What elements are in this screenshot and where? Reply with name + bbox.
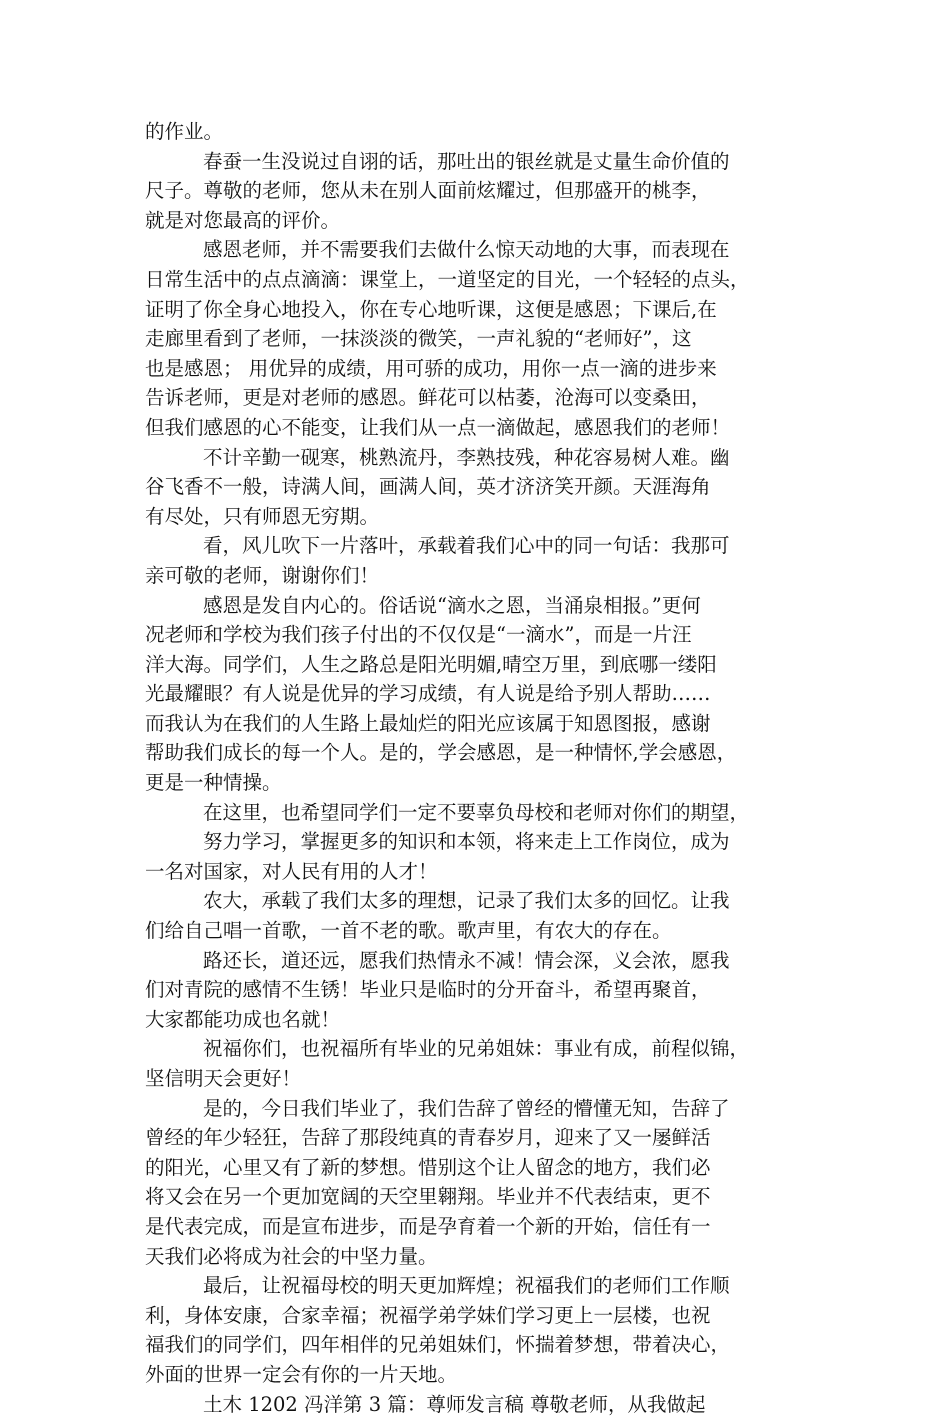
text-line: 不计辛勤一砚寒，桃熟流丹，李熟技残，种花容易树人难。幽 [203,445,730,469]
text-line: 有尽处，只有师恩无穷期。 [145,504,380,528]
text-line: 福我们的同学们，四年相伴的兄弟姐妹们，怀揣着梦想，带着决心， [145,1333,731,1357]
text-line: 祝福你们，也祝福所有毕业的兄弟姐妹：事业有成，前程似锦， [203,1037,750,1061]
document-body [145,117,810,1419]
text-line: 感恩老师，并不需要我们去做什么惊天动地的大事，而表现在 [203,238,730,262]
text-line: 日常生活中的点点滴滴：课堂上，一道坚定的目光，一个轻轻的点头， [145,267,750,291]
text-line: 也是感恩； 用优异的成绩，用可骄的成功，用你一点一滴的进步来 [145,356,717,380]
text-line: 尺子。尊敬的老师，您从未在别人面前炫耀过，但那盛开的桃李， [145,179,711,203]
text-line: 土木 1202 冯洋第 3 篇：尊师发言稿 尊敬老师，从我做起 [203,1392,706,1416]
text-line: 外面的世界一定会有你的一片天地。 [145,1362,458,1386]
text-line: 的阳光，心里又有了新的梦想。惜别这个让人留念的地方，我们必 [145,1155,711,1179]
text-line: 告诉老师，更是对老师的感恩。鲜花可以枯萎，沧海可以变桑田， [145,386,711,410]
text-line: 努力学习，掌握更多的知识和本领，将来走上工作岗位，成为 [203,830,730,854]
text-line: 春蚕一生没说过自诩的话，那吐出的银丝就是丈量生命价值的 [203,149,730,173]
text-line: 的作业。 [145,120,224,143]
text-line: 天我们必将成为社会的中坚力量。 [145,1244,438,1268]
text-line: 帮助我们成长的每一个人。是的，学会感恩，是一种情怀,学会感恩， [145,741,737,765]
text-line: 在这里，也希望同学们一定不要辜负母校和老师对你们的期望， [203,800,750,824]
text-line: 路还长，道还远，愿我们热情永不减！情会深，义会浓，愿我 [203,948,730,972]
text-line: 感恩是发自内心的。俗话说“滴水之恩，当涌泉相报。”更何 [203,593,701,617]
text-line: 亲可敬的老师，谢谢你们！ [145,563,380,587]
text-line: 一名对国家，对人民有用的人才！ [145,859,438,883]
text-line: 最后，让祝福母校的明天更加辉煌；祝福我们的老师们工作顺 [203,1274,730,1298]
text-line: 曾经的年少轻狂，告辞了那段纯真的青春岁月，迎来了又一屡鲜活 [145,1126,711,1150]
text-line: 利，身体安康，合家幸福；祝福学弟学妹们学习更上一层楼，也祝 [145,1303,711,1327]
text-line: 但我们感恩的心不能变，让我们从一点一滴做起，感恩我们的老师！ [145,415,731,439]
text-line: 将又会在另一个更加宽阔的天空里翱翔。毕业并不代表结束，更不 [145,1185,711,1209]
text-line: 洋大海。同学们，人生之路总是阳光明媚,晴空万里，到底哪一缕阳 [145,652,717,676]
text-line: 光最耀眼？有人说是优异的学习成绩，有人说是给予别人帮助…… [145,682,711,706]
text-line: 们对青院的感情不生锈！毕业只是临时的分开奋斗，希望再聚首， [145,978,711,1002]
text-line: 农大，承载了我们太多的理想，记录了我们太多的回忆。让我 [203,889,730,913]
text-line: 而我认为在我们的人生路上最灿烂的阳光应该属于知恩图报，感谢 [145,711,711,735]
text-line: 看，风儿吹下一片落叶，承载着我们心中的同一句话：我那可 [203,534,730,558]
text-line: 谷飞香不一般，诗满人间，画满人间，英才济济笑开颜。天涯海角 [145,475,711,499]
text-line: 走廊里看到了老师，一抹淡淡的微笑，一声礼貌的“老师好”，这 [145,327,692,351]
text-line: 证明了你全身心地投入，你在专心地听课，这便是感恩；下课后,在 [145,297,717,321]
text-line: 就是对您最高的评价。 [145,208,341,232]
text-line: 大家都能功成也名就！ [145,1007,341,1031]
text-line: 更是一种情操。 [145,771,282,795]
text-line: 是代表完成，而是宣布进步，而是孕育着一个新的开始，信任有一 [145,1214,711,1238]
text-line: 况老师和学校为我们孩子付出的不仅仅是“一滴水”，而是一片汪 [145,623,692,647]
text-line: 坚信明天会更好！ [145,1067,302,1090]
text-line: 们给自己唱一首歌，一首不老的歌。歌声里，有农大的存在。 [145,919,672,943]
text-line: 是的，今日我们毕业了，我们告辞了曾经的懵懂无知，告辞了 [203,1096,730,1120]
